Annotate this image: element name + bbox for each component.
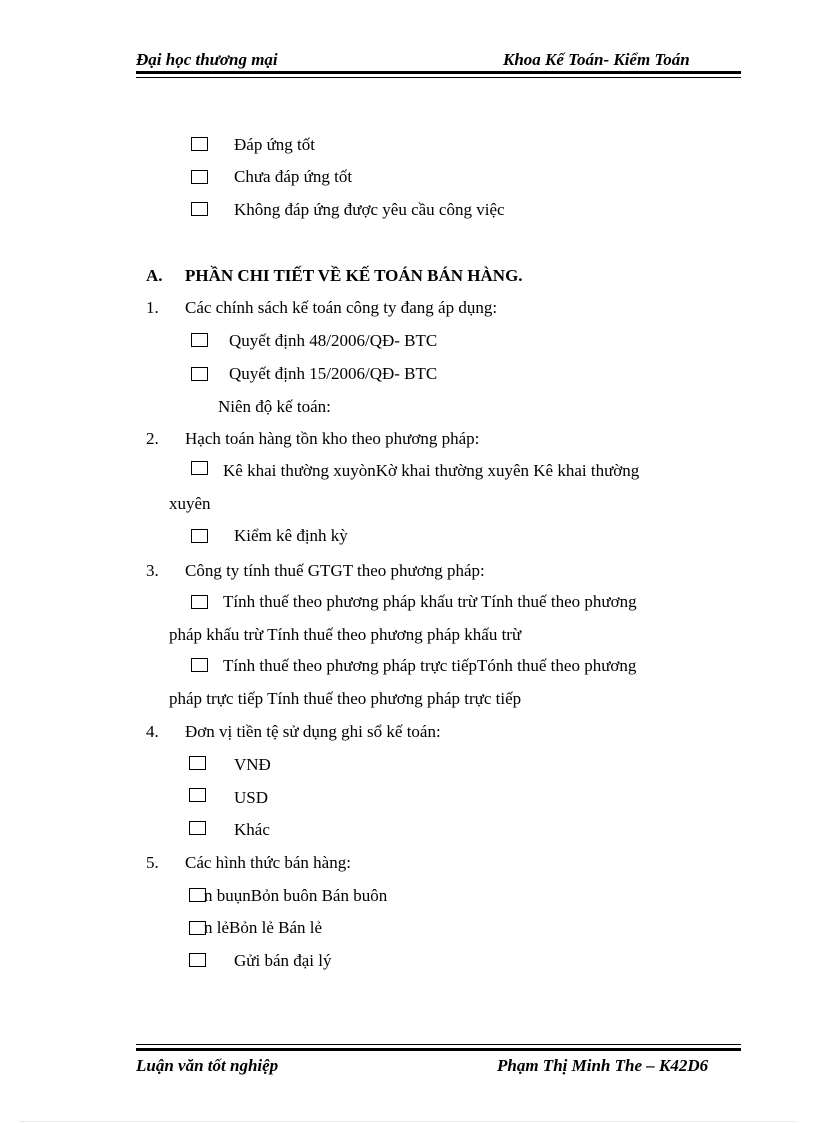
header-rule-thin [136, 77, 741, 78]
section-letter: A. [146, 266, 163, 285]
checkbox-vnd[interactable] [189, 756, 206, 770]
footer-rule-thick [136, 1048, 741, 1051]
header-right: Khoa Kế Toán- Kiểm Toán [503, 50, 690, 69]
question-text: Đơn vị tiền tệ sử dụng ghi sổ kế toán: [185, 722, 441, 741]
checkbox-khac[interactable] [189, 821, 206, 835]
footer-rule-thin [136, 1044, 741, 1045]
checkbox-khau-tru[interactable] [191, 595, 208, 609]
checkbox-truc-tiep[interactable] [191, 658, 208, 672]
checkbox-qd-15[interactable] [191, 367, 208, 381]
footer-left: Luận văn tốt nghiệp [136, 1056, 279, 1075]
option-label: n buụnBỏn buôn Bán buôn [204, 886, 388, 905]
question-text: Công ty tính thuế GTGT theo phương pháp: [185, 561, 485, 580]
question-number: 4. [146, 722, 159, 741]
checkbox-chua-dap-ung-tot[interactable] [191, 170, 208, 184]
header-left: Đại học thương mại [136, 50, 278, 69]
checkbox-dap-ung-tot[interactable] [191, 137, 208, 151]
option-label: Tính thuế theo phương pháp khấu trừ Tính thuế theo phương [223, 592, 637, 611]
page-edge [20, 1121, 796, 1122]
option-label: Kê khai thường xuyònKờ khai thường xuyên Kê khai thường [223, 461, 640, 480]
question-number: 5. [146, 853, 159, 872]
option-label: Tính thuế theo phương pháp trực tiếpTónh thuế theo phương [223, 656, 637, 675]
checkbox-usd[interactable] [189, 788, 206, 802]
checkbox-gui-ban-dai-ly[interactable] [189, 953, 206, 967]
option-label-continued: pháp khấu trừ Tính thuế theo phương pháp khấu trừ [169, 625, 522, 644]
fiscal-year-label: Niên độ kế toán: [218, 397, 331, 416]
checkbox-qd-48[interactable] [191, 333, 208, 347]
question-text: Các hình thức bán hàng: [185, 853, 351, 872]
question-number: 3. [146, 561, 159, 580]
option-label: Gửi bán đại lý [234, 951, 332, 970]
option-label: VNĐ [234, 755, 271, 774]
option-label: Quyết định 48/2006/QĐ- BTC [229, 331, 438, 350]
option-label: n lẻBỏn lẻ Bán lẻ [204, 918, 323, 937]
option-label: Đáp ứng tốt [234, 135, 315, 154]
checkbox-ke-khai-thuong-xuyen[interactable] [191, 461, 208, 475]
question-text: Các chính sách kế toán công ty đang áp dụng: [185, 298, 498, 317]
question-number: 2. [146, 429, 159, 448]
option-label: USD [234, 788, 269, 807]
option-label: Khác [234, 820, 270, 839]
option-label: Quyết định 15/2006/QĐ- BTC [229, 364, 438, 383]
option-label-continued: xuyên [169, 494, 211, 513]
option-label: Chưa đáp ứng tốt [234, 167, 353, 186]
header-rule-thick [136, 71, 741, 74]
option-label: Kiểm kê định kỳ [234, 526, 348, 545]
checkbox-khong-dap-ung[interactable] [191, 202, 208, 216]
section-title: PHẦN CHI TIẾT VỀ KẾ TOÁN BÁN HÀNG. [185, 266, 523, 285]
question-number: 1. [146, 298, 159, 317]
footer-right: Phạm Thị Minh The – K42D6 [497, 1056, 709, 1075]
checkbox-kiem-ke-dinh-ky[interactable] [191, 529, 208, 543]
option-label-continued: pháp trực tiếp Tính thuế theo phương pháp trực tiếp [169, 689, 522, 708]
option-label: Không đáp ứng được yêu cầu công việc [234, 200, 505, 219]
question-text: Hạch toán hàng tồn kho theo phương pháp: [185, 429, 480, 448]
